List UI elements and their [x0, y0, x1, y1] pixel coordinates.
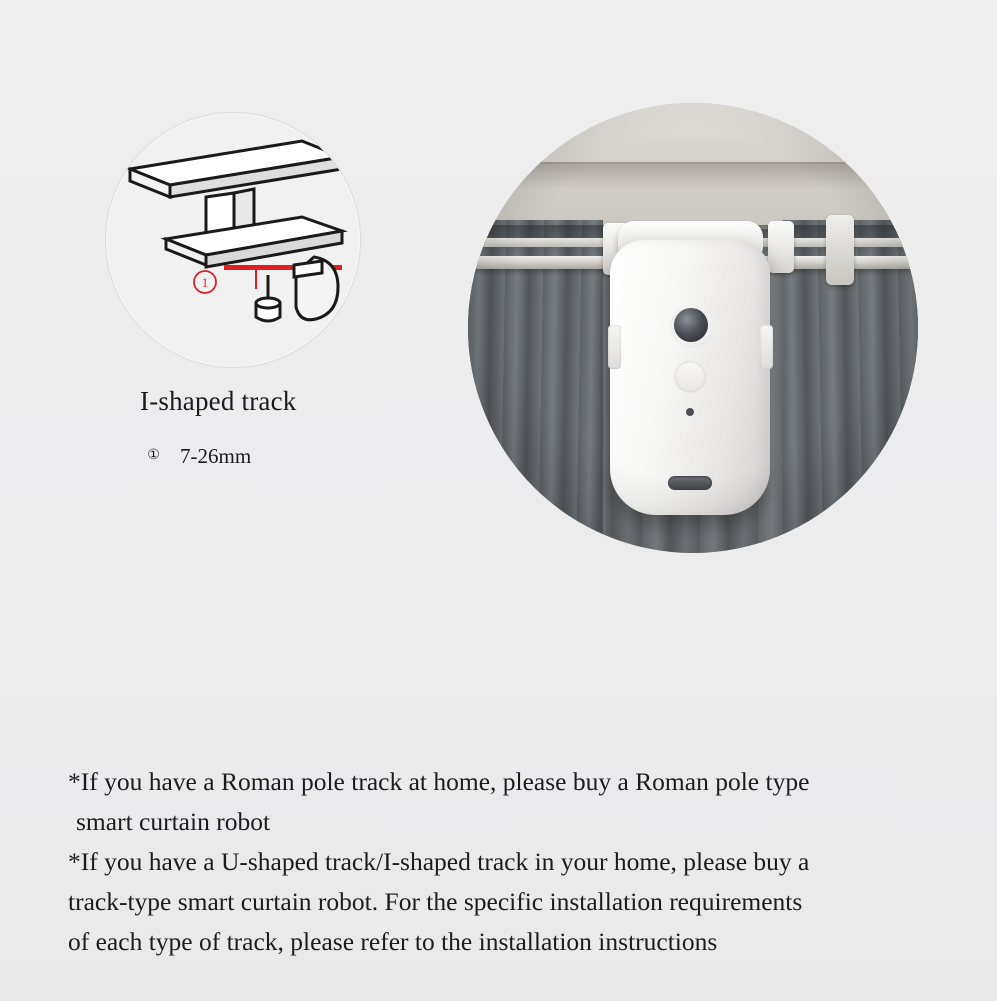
note-line-3: *If you have a U-shaped track/I-shaped track in your home, please buy a [68, 847, 810, 876]
note-line-2: smart curtain robot [76, 807, 271, 836]
dimension-value: 7-26mm [180, 444, 252, 468]
i-track-diagram [105, 112, 361, 368]
note-line-1: *If you have a Roman pole track at home, please buy a Roman pole type [68, 767, 810, 796]
i-beam-track-icon [106, 113, 361, 368]
photo-content [468, 103, 918, 553]
track-type-title: I-shaped track [140, 386, 297, 416]
photo-vignette [468, 103, 918, 553]
dimension-marker-icon: ① [147, 448, 160, 463]
diagram-marker-1 [192, 269, 218, 295]
track-dimension-row [143, 444, 251, 469]
svg-text:1: 1 [201, 275, 209, 290]
smart-curtain-robot-photo [468, 103, 918, 553]
installation-notes [68, 762, 930, 962]
note-line-5: of each type of track, please refer to the installation instructions [68, 927, 718, 956]
note-line-4: track-type smart curtain robot. For the specific installation requirements [68, 887, 803, 916]
diagram-circle-frame [105, 112, 361, 368]
